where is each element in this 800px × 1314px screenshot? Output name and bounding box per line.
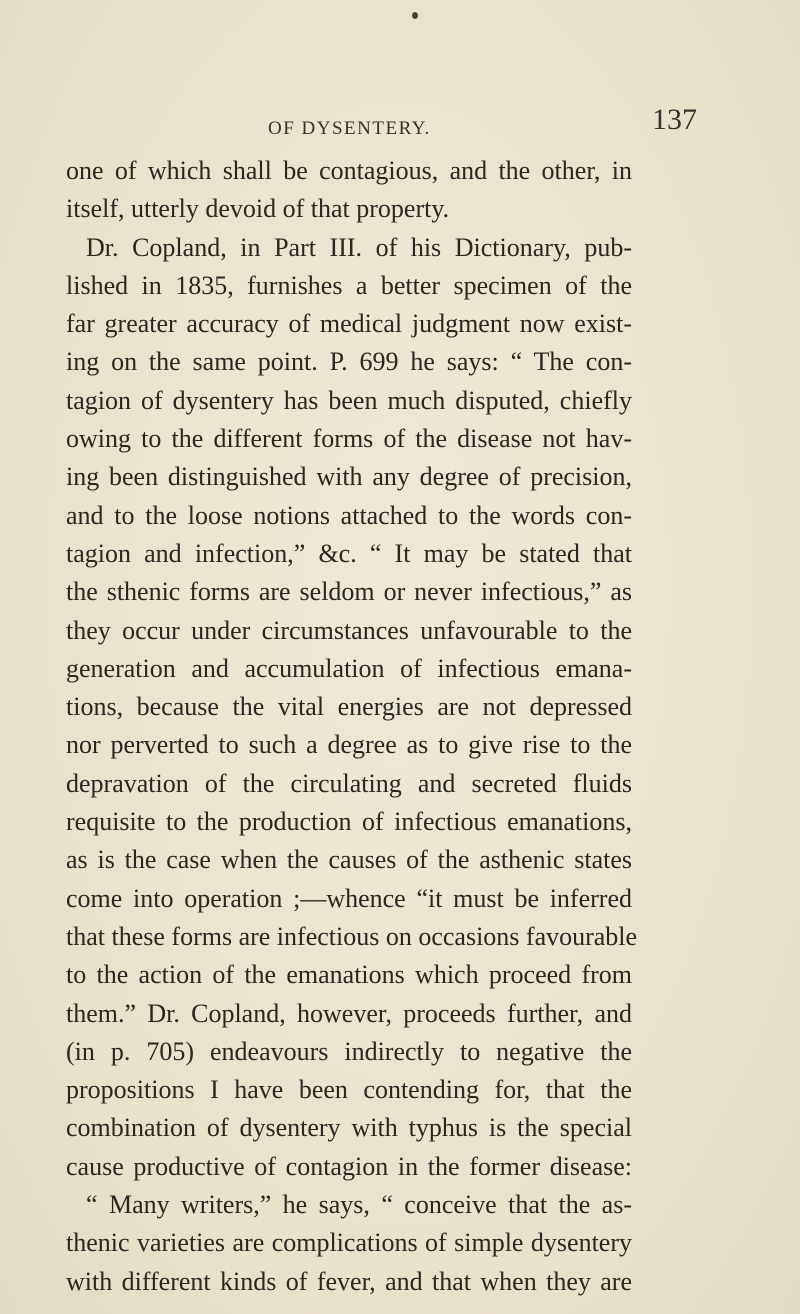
text-line: ing been distinguished with any degree of precision, [66, 462, 632, 492]
text-line: depravation of the circulating and secreted fluids [66, 768, 632, 798]
page-number: 137 [652, 103, 697, 136]
text-line: ing on the same point. P. 699 he says: “ The con- [66, 347, 632, 377]
text-line: cause productive of contagion in the former disease: [66, 1151, 632, 1181]
text-line: requisite to the production of infectious emanations, [66, 807, 632, 837]
text-line: to the action of the emanations which proceed from [66, 960, 632, 990]
text-line: and to the loose notions attached to the words con- [66, 500, 632, 530]
text-line: the sthenic forms are seldom or never infectious,” as [66, 577, 632, 607]
text-line: with different kinds of fever, and that when they are [66, 1266, 632, 1296]
text-line: they occur under circumstances unfavourable to the [66, 615, 632, 645]
text-line: combination of dysentery with typhus is the special [66, 1113, 632, 1143]
text-line: propositions I have been contending for, that the [66, 1075, 632, 1105]
text-line: “ Many writers,” he says, “ conceive that the as- [86, 1190, 632, 1220]
body-text [66, 152, 638, 1301]
text-line: that these forms are infectious on occasions favourable [66, 921, 638, 951]
text-line: far greater accuracy of medical judgment now exist- [66, 309, 632, 339]
text-line: Dr. Copland, in Part III. of his Dictionary, pub- [86, 232, 632, 262]
text-line: nor perverted to such a degree as to give rise to the [66, 730, 632, 760]
running-title: OF DYSENTERY. [268, 118, 431, 139]
text-line: tions, because the vital energies are not depressed [66, 692, 632, 722]
text-line: thenic varieties are complications of simple dysentery [66, 1228, 632, 1258]
text-line: them.” Dr. Copland, however, proceeds further, and [66, 998, 632, 1028]
text-line: itself, utterly devoid of that property. [66, 194, 450, 224]
text-line: lished in 1835, furnishes a better specimen of the [66, 270, 632, 300]
text-line: one of which shall be contagious, and the other, in [66, 156, 632, 185]
text-line: tagion of dysentery has been much disputed, chiefly [66, 385, 632, 415]
text-line: as is the case when the causes of the asthenic states [66, 845, 632, 875]
text-line: (in p. 705) endeavours indirectly to negative the [66, 1036, 632, 1066]
text-line: tagion and infection,” &c. “ It may be stated that [66, 538, 632, 568]
text-line: generation and accumulation of infectious emana- [66, 653, 632, 683]
text-line: owing to the different forms of the disease not hav- [66, 424, 632, 454]
ink-speck [412, 12, 418, 19]
text-line: come into operation ;—whence “it must be inferred [66, 883, 632, 913]
